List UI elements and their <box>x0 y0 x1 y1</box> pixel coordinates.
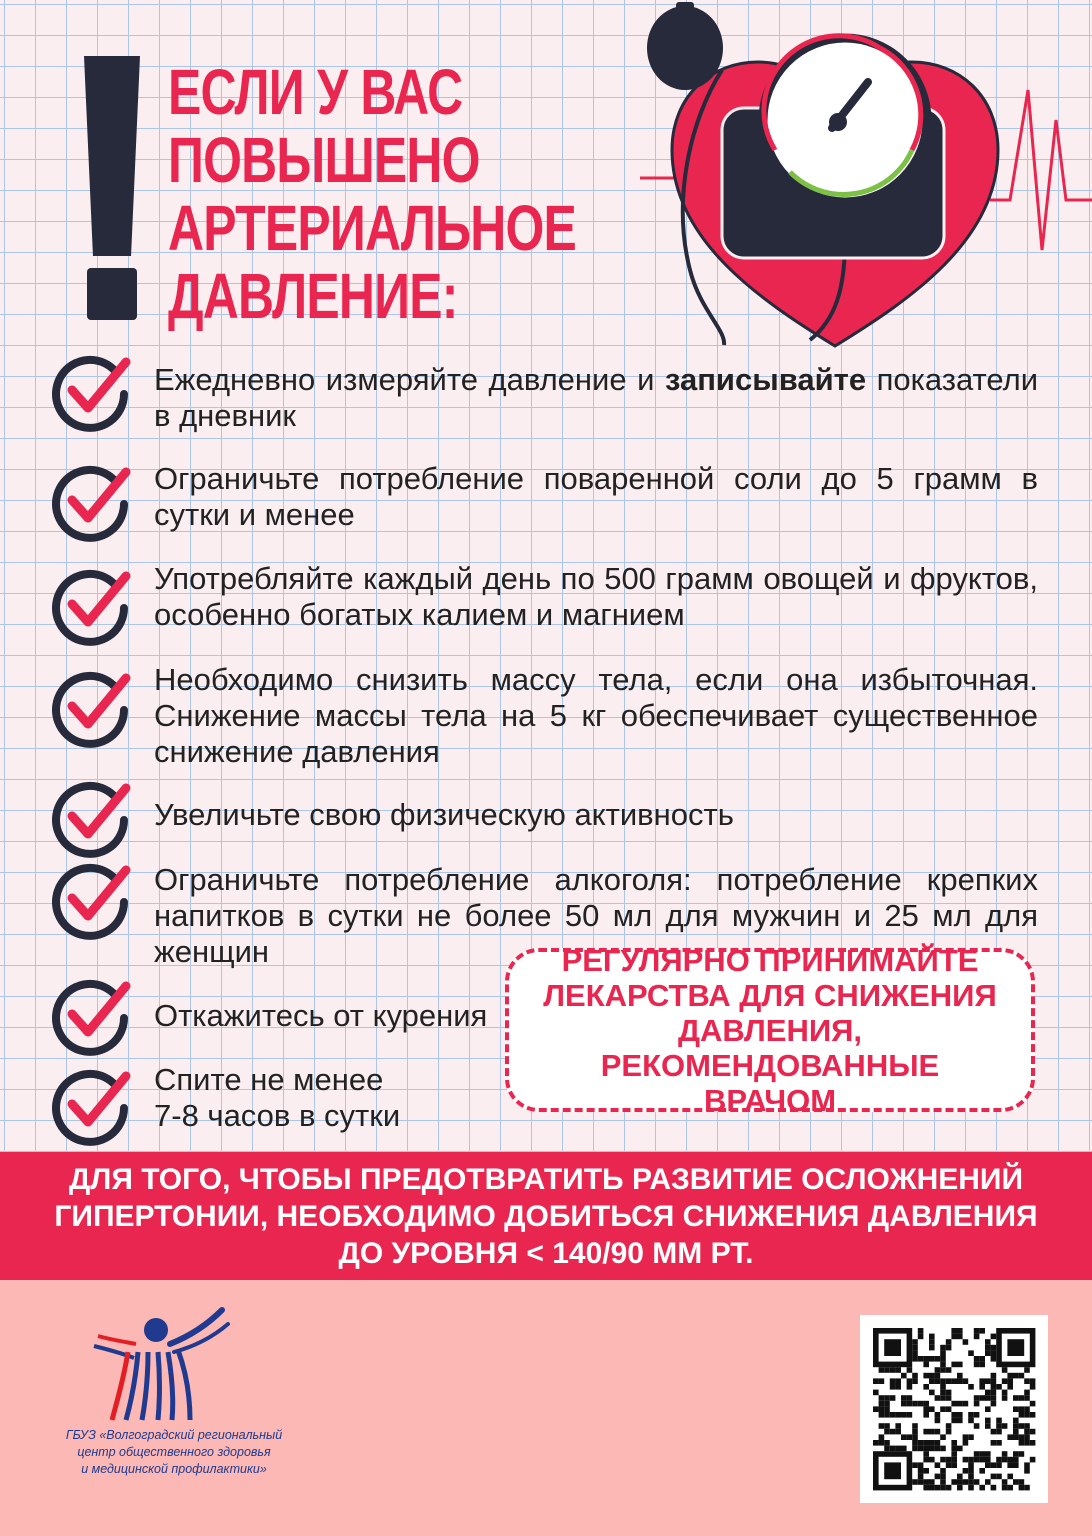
banner-line: ДО УРОВНЯ < 140/90 ММ РТ. <box>338 1236 754 1270</box>
list-item: Употребляйте каждый день по 500 грамм овощей и фруктов, особенно богатых калием и магнием <box>154 561 1038 632</box>
list-item: Спите не менее 7-8 часов в сутки <box>154 1062 401 1133</box>
list-item: Откажитесь от курения <box>154 998 488 1033</box>
check-circle-icon <box>52 352 132 432</box>
callout-line: ЛЕКАРСТВА ДЛЯ СНИЖЕНИЯ <box>543 977 997 1013</box>
organization-name: ГБУЗ «Волгоградский региональный центр общественного здоровья и медицинской профилактики» <box>65 1428 283 1476</box>
title-line: ЕСЛИ У ВАС <box>168 56 463 128</box>
check-circle-icon <box>52 1066 132 1146</box>
list-item: Ежедневно измеряйте давление и записывайте показатели в дневник <box>154 362 1039 433</box>
medication-callout <box>505 942 1035 1118</box>
organization-logo-icon <box>0 1280 400 1440</box>
check-circle-icon <box>52 668 132 748</box>
target-pressure-banner <box>0 1152 1092 1280</box>
title-line: ДАВЛЕНИЕ: <box>168 260 458 332</box>
banner-line: ДЛЯ ТОГО, ЧТОБЫ ПРЕДОТВРАТИТЬ РАЗВИТИЕ ОСЛОЖНЕНИЙ <box>68 1162 1024 1196</box>
check-circle-icon <box>52 778 132 858</box>
banner-line: ГИПЕРТОНИИ, НЕОБХОДИМО ДОБИТЬСЯ СНИЖЕНИЯ ДАВЛЕНИЯ <box>54 1199 1038 1233</box>
list-item: Увеличьте свою физическую активность <box>154 797 734 832</box>
check-circle-icon <box>52 860 132 940</box>
qr-code-graphic <box>860 1315 1048 1503</box>
list-item: Ограничьте потребление поваренной соли до 5 грамм в сутки и менее <box>154 461 1038 532</box>
callout-line: ДАВЛЕНИЯ, РЕКОМЕНДОВАННЫЕ <box>600 1012 940 1083</box>
callout-line: ВРАЧОМ <box>703 1082 837 1118</box>
tonometer-heart-icon <box>0 0 1092 360</box>
check-circle-icon <box>52 462 132 542</box>
callout-line: РЕГУЛЯРНО ПРИНИМАЙТЕ <box>561 942 979 978</box>
check-circle-icon <box>52 976 132 1056</box>
title-line: АРТЕРИАЛЬНОЕ <box>168 192 577 264</box>
list-item: Ограничьте потребление алкоголя: потребление крепких напитков в сутки не более 50 мл для мужчин и 25 мл для женщин <box>154 862 1038 969</box>
check-circle-icon <box>52 566 132 646</box>
qr-code-icon[interactable] <box>860 1315 1048 1503</box>
tonometer-bulb <box>647 6 723 90</box>
title-line: ПОВЫШЕНО <box>168 124 480 196</box>
list-item: Необходимо снизить массу тела, если она избыточная. Снижение массы тела на 5 кг обеспечивает существенное снижение давления <box>154 662 1038 769</box>
